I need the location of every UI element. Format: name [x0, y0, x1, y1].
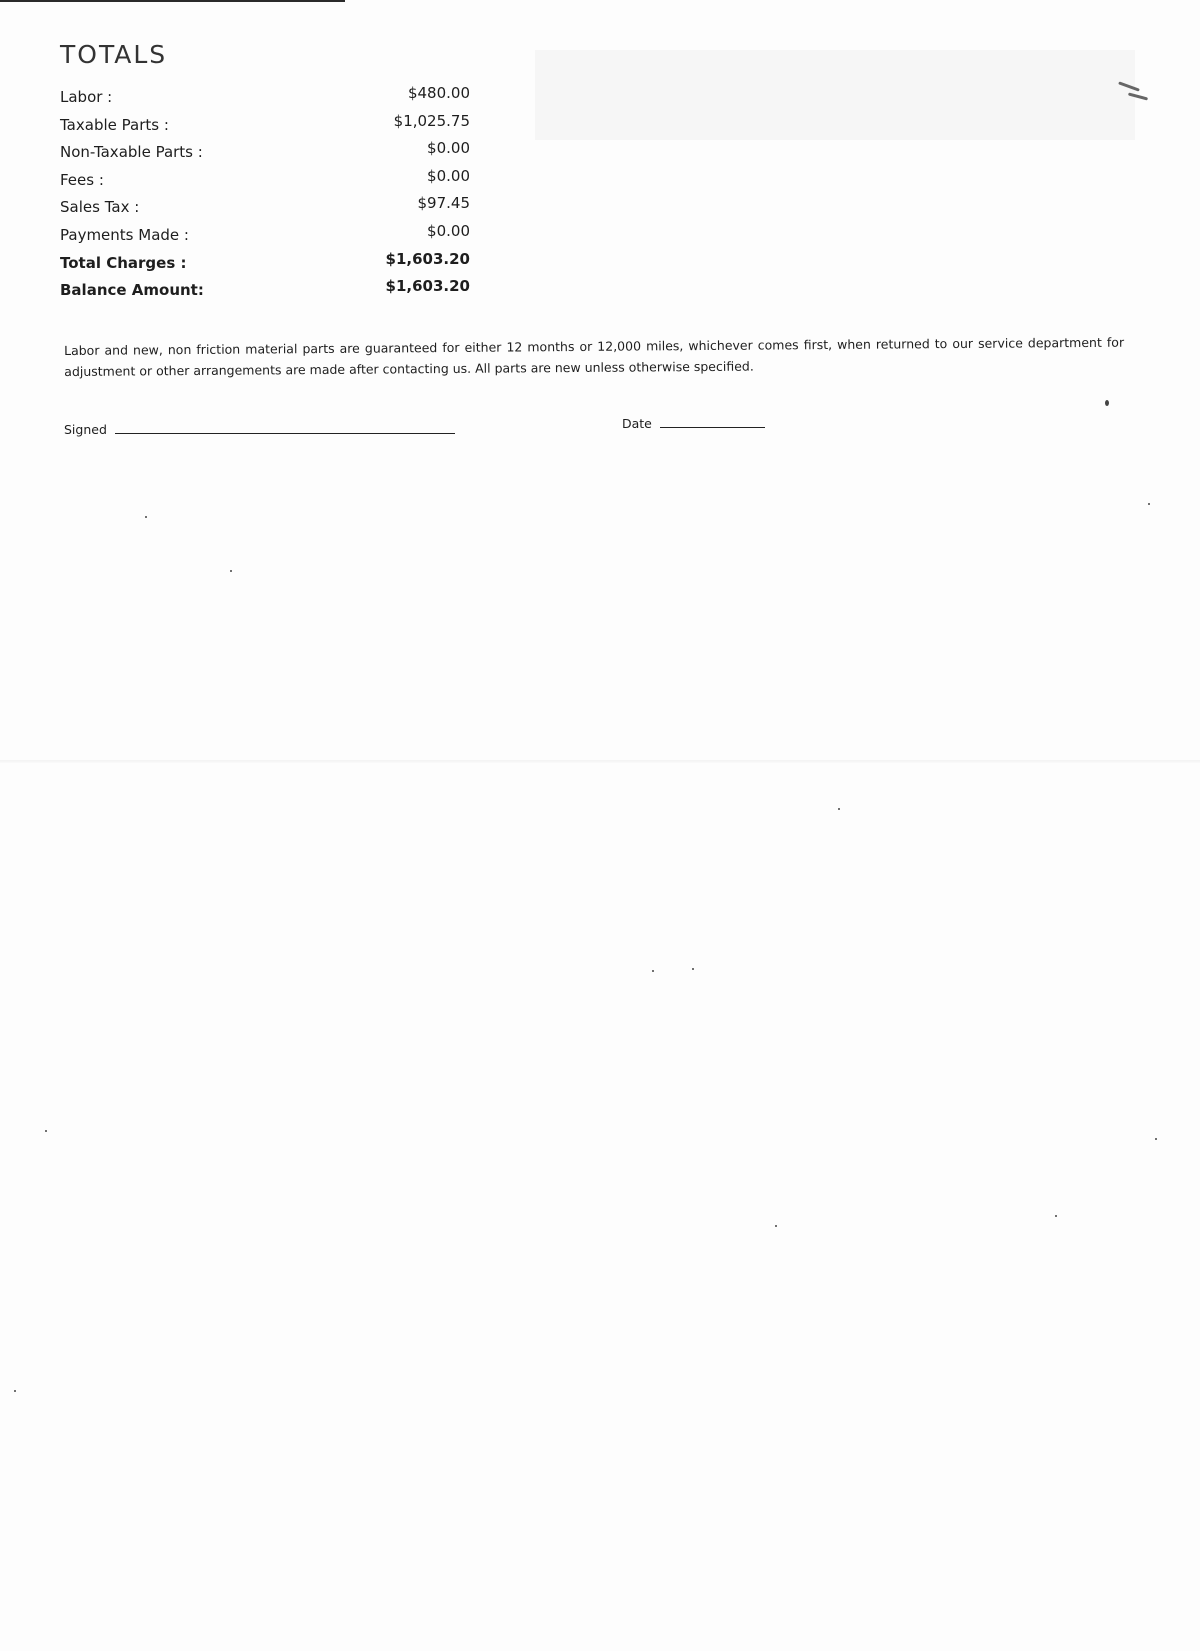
scan-speck [14, 1390, 16, 1392]
totals-row-fees [60, 167, 470, 195]
totals-value: $0.00 [427, 166, 470, 185]
totals-row-taxable-parts [60, 112, 470, 140]
totals-value: $0.00 [427, 221, 470, 240]
scan-speck [1055, 1215, 1057, 1217]
totals-row-payments-made [60, 222, 470, 250]
signed-label: Signed [64, 422, 107, 437]
totals-label: Labor : [60, 88, 113, 106]
top-border-rule [0, 0, 345, 2]
totals-value: $480.00 [407, 84, 470, 102]
scan-speck [838, 808, 840, 810]
totals-row-sales-tax [60, 194, 470, 222]
scan-speck [692, 968, 694, 970]
scan-speck [1105, 400, 1109, 406]
totals-value: $1,603.20 [385, 249, 470, 268]
totals-value: $1,603.20 [385, 277, 470, 296]
totals-label: Fees : [60, 170, 104, 189]
totals-row-non-taxable-parts [60, 139, 470, 167]
scan-speck [230, 570, 232, 572]
scan-speck [1148, 503, 1150, 505]
totals-row-balance-amount [60, 277, 470, 305]
date-label: Date [622, 416, 652, 431]
totals-label: Sales Tax : [60, 198, 140, 217]
totals-label: Payments Made : [60, 225, 189, 244]
totals-label: Total Charges : [60, 253, 187, 272]
signature-line [115, 423, 455, 434]
totals-value: $0.00 [427, 139, 470, 158]
totals-value: $97.45 [417, 194, 470, 213]
totals-row-total-charges [60, 250, 470, 278]
totals-label: Non-Taxable Parts : [60, 143, 203, 162]
totals-value: $1,025.75 [393, 111, 470, 130]
scan-speck [45, 1130, 47, 1132]
totals-row-labor [60, 84, 470, 112]
guarantee-statement: Labor and new, non friction material parts are guaranteed for either 12 months or 12,000 miles, whichever comes first, when returned to our service department for adjustment or other arrangements are made after contacting us. All parts are new unless otherwise specified. [64, 334, 1125, 379]
date-field [622, 416, 765, 431]
paper-fold-line [0, 760, 1200, 763]
date-line [660, 417, 765, 428]
totals-label: Taxable Parts : [60, 115, 169, 134]
scan-speck [652, 970, 654, 972]
totals-label: Balance Amount: [60, 281, 204, 300]
scan-speck [1155, 1138, 1157, 1140]
scan-speck [145, 516, 147, 518]
signature-field [64, 422, 455, 437]
totals-table [60, 84, 470, 305]
bleed-through-shading [535, 50, 1135, 140]
totals-heading: TOTALS [60, 40, 168, 69]
scan-speck [775, 1225, 777, 1227]
